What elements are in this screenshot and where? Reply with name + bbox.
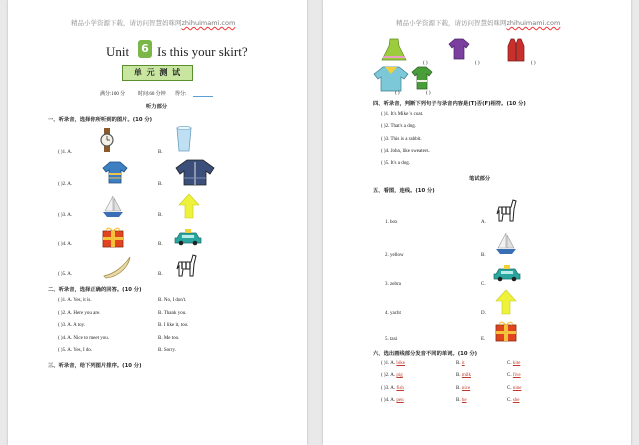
q1-row-5-num: ( )5. A. (58, 272, 73, 277)
q4-title: 四、听录音，判断下列句子与录音内容是(T)否(F)相符。(10 分) (373, 101, 526, 107)
q1-row-3-b: B. (158, 213, 163, 218)
q6-row-3-b: B. nice (456, 386, 471, 391)
unit-title: Is this your skirt? (157, 44, 248, 59)
score-blank[interactable] (193, 96, 213, 97)
q6-row-4: ( )4. A. pen (381, 398, 404, 403)
q1-title: 一、听录音，选择你所听到的图片。(10 分) (48, 117, 153, 123)
gift-box-icon (495, 320, 517, 342)
sweater-icon (102, 160, 128, 184)
q1-row-2-num: ( )2. A. (58, 182, 73, 187)
q2-row-3-a: ( )3. A. A toy. (58, 323, 86, 328)
exam-time: 时间:60 分钟 (138, 92, 166, 97)
dress-icon (381, 38, 407, 62)
unit-number-badge: 6 (138, 40, 152, 58)
q2-row-3-b: B. I like it, too. (158, 323, 189, 328)
q1-row-5-b: B. (158, 272, 163, 277)
q1-row-4-num: ( )4. A. (58, 242, 73, 247)
listening-heading: 听力部分 (146, 104, 168, 110)
q2-row-2-a: ( )2. A. Here you are. (58, 311, 101, 316)
q1-row-2-b: B. (158, 182, 163, 187)
shirt-icon (448, 38, 470, 60)
watch-icon (100, 128, 114, 152)
q2-row-5-a: ( )5. A. Yes, I do. (58, 348, 93, 353)
q6-row-4-b: B. he (456, 398, 467, 403)
q6-row-2-c: C. five (507, 373, 521, 378)
q3-blank-5[interactable]: ( ) (426, 91, 431, 96)
q6-row-1-c: C. kite (507, 361, 521, 366)
page-header: 精品小学资源下载，请访问智慧妈咪网zhihuimami.com (396, 19, 561, 27)
q6-row-3: ( )3. A. fish (381, 386, 404, 391)
q5-letter-c: C. (481, 282, 486, 287)
arrow-up-icon (178, 193, 200, 219)
q2-row-4-a: ( )4. A. Nice to meet you. (58, 336, 109, 341)
q6-row-3-c: C. nine (507, 386, 522, 391)
banana-icon (102, 256, 132, 278)
q5-word-3: 3. zebra (385, 282, 401, 287)
q5-word-1: 1. box (385, 220, 398, 225)
q2-row-4-b: B. Me too. (158, 336, 180, 341)
jacket-icon (175, 158, 215, 186)
q6-row-1-b: B. it (456, 361, 465, 366)
page-header: 精品小学资源下载，请访问智慧妈咪网zhihuimami.com (71, 19, 236, 27)
coat-icon (373, 66, 409, 92)
q5-letter-b: B. (481, 253, 486, 258)
q1-row-4-b: B. (158, 242, 163, 247)
zebra-icon (495, 197, 517, 223)
cup-icon (176, 126, 192, 152)
q2-row-5-b: B. Sorry. (158, 348, 176, 353)
q3-blank-2[interactable]: ( ) (475, 61, 480, 66)
q5-letter-d: D. (481, 311, 486, 316)
taxi-icon (174, 228, 202, 246)
q5-letter-e: E. (481, 337, 486, 342)
full-score: 满分:100 分 (100, 92, 126, 97)
sweater-icon (411, 66, 433, 90)
gift-box-icon (102, 226, 124, 248)
q3-blank-3[interactable]: ( ) (531, 61, 536, 66)
yacht-icon (495, 232, 517, 256)
q2-row-2-b: B. Thank you. (158, 311, 187, 316)
q2-row-1-a: ( )1. A. Yes, it is. (58, 298, 92, 303)
q5-word-2: 2. yellow (385, 253, 404, 258)
q6-row-2: ( )2. A. pig (381, 373, 403, 378)
q1-row-3-num: ( )3. A. (58, 213, 73, 218)
yacht-icon (102, 195, 124, 219)
q6-title: 六、选出画线部分发音不同的单词。(10 分) (373, 351, 478, 357)
q4-row-5: ( )5. It's a dog. (381, 161, 410, 166)
q6-row-1: ( )1. A. bike (381, 361, 406, 366)
page-right (323, 0, 631, 445)
q5-word-5: 5. taxi (385, 337, 398, 342)
q5-word-4: 4. yacht (385, 311, 401, 316)
q1-row-1-num: ( )1. A. (58, 150, 73, 155)
q5-title: 五、看图，连线。(10 分) (373, 188, 435, 194)
q2-row-1-b: B. No, I don't. (158, 298, 187, 303)
q2-title: 二、听录音，选择正确的回答。(10 分) (48, 287, 142, 293)
vest-icon (507, 38, 525, 62)
arrow-up-icon (495, 289, 517, 315)
test-banner: 单 元 测 试 (122, 65, 193, 81)
q1-row-1-b: B. (158, 150, 163, 155)
taxi-icon (493, 264, 521, 282)
q4-row-3: ( )3. This is a rabbit. (381, 137, 422, 142)
q3-title: 三、听录音，给下列图片排序。(10 分) (48, 363, 142, 369)
q4-row-4: ( )4. John, like sweaters. (381, 149, 430, 154)
q5-letter-a: A. (481, 220, 486, 225)
q6-row-4-c: C. she (507, 398, 520, 403)
q4-row-1: ( )1. It's Mike 's coat. (381, 112, 424, 117)
q3-blank-1[interactable]: ( ) (423, 61, 428, 66)
q4-row-2: ( )2. That's a dog. (381, 124, 416, 129)
unit-label: Unit (106, 44, 130, 59)
score-label: 得分: (175, 92, 187, 97)
zebra-icon (175, 252, 197, 278)
q3-blank-4[interactable]: ( ) (395, 91, 400, 96)
page-left (8, 0, 307, 445)
q6-row-2-b: B. milk (456, 373, 472, 378)
written-heading: 笔试部分 (469, 176, 491, 182)
